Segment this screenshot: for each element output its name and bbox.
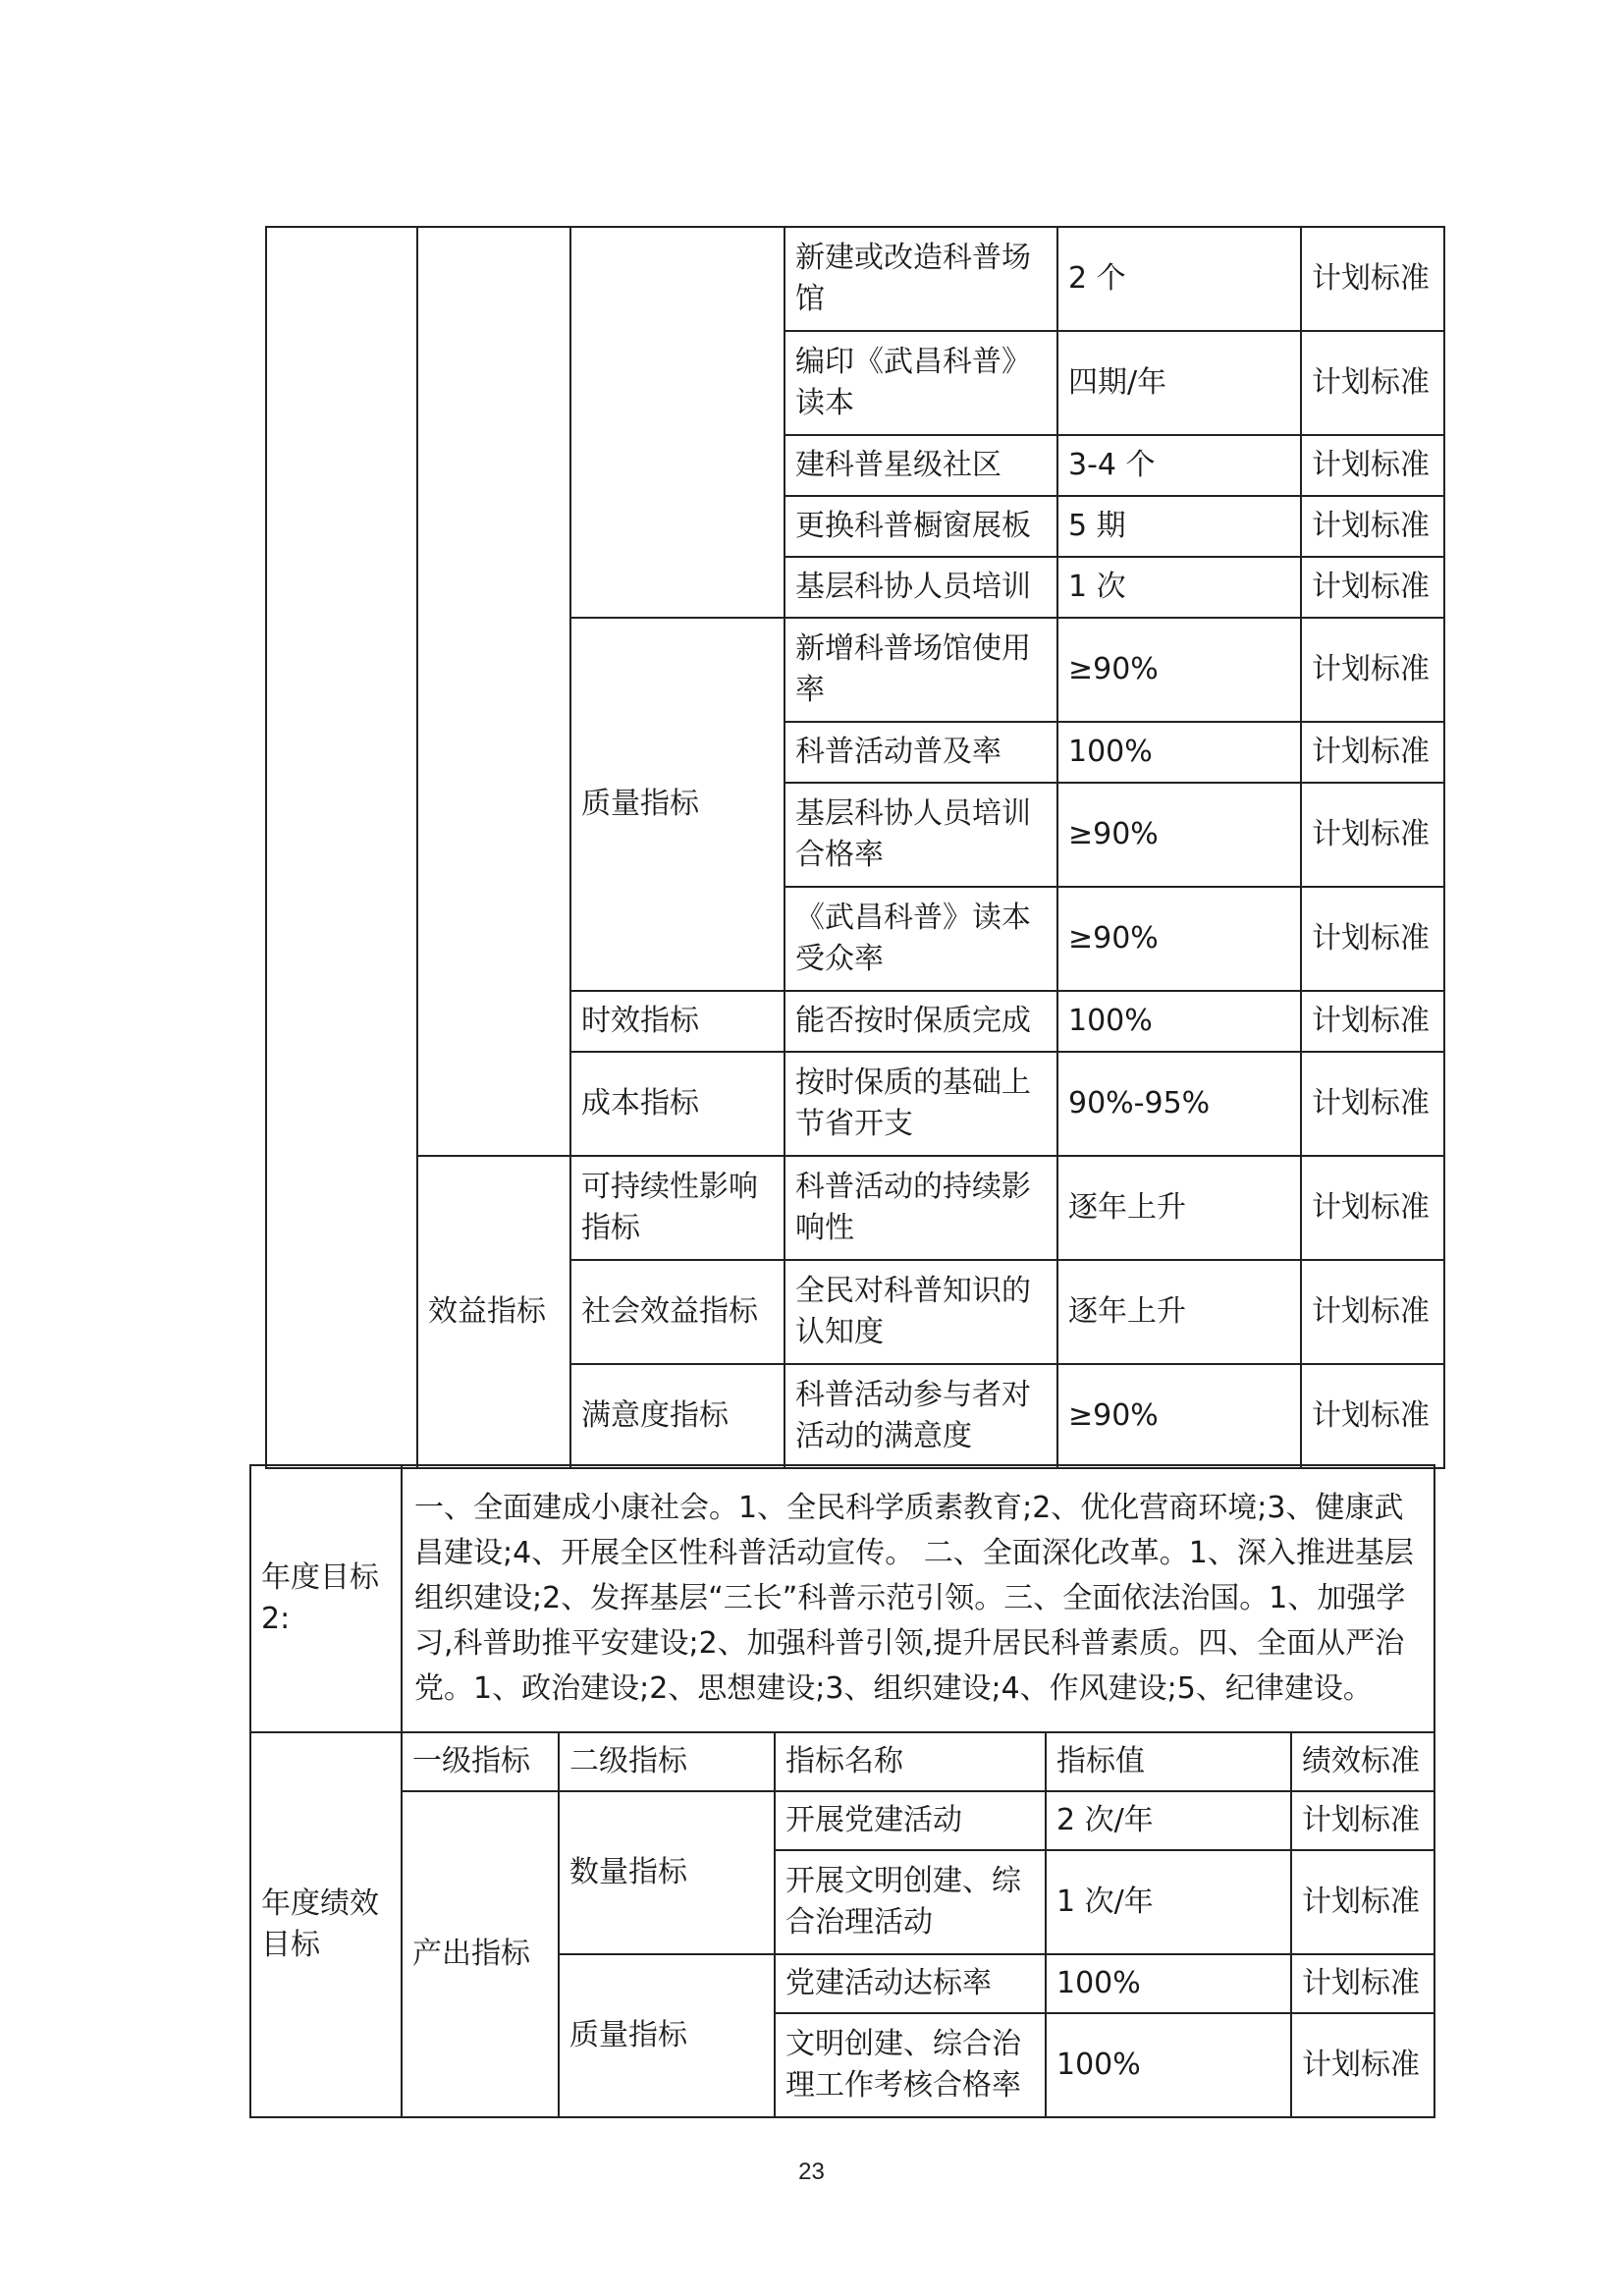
indicator-value: 四期/年: [1057, 331, 1301, 435]
indicator-table-continued: [265, 226, 1445, 1469]
table-row: [250, 1465, 1434, 1732]
indicator-name: 新增科普场馆使用率: [784, 618, 1057, 722]
indicator-value: 1 次: [1057, 557, 1301, 618]
column-header: 绩效标准: [1291, 1732, 1434, 1791]
performance-standard: 计划标准: [1301, 618, 1444, 722]
indicator-value: ≥90%: [1057, 887, 1301, 991]
performance-standard: 计划标准: [1291, 1954, 1434, 2013]
performance-standard: 计划标准: [1301, 887, 1444, 991]
table-row: [250, 1791, 1434, 1850]
indicator-name: 基层科协人员培训合格率: [784, 783, 1057, 887]
indicator-name: 科普活动普及率: [784, 722, 1057, 783]
indicator-name: 按时保质的基础上节省开支: [784, 1052, 1057, 1156]
quality-indicator-label: 质量指标: [559, 1954, 775, 2117]
annual-goal-label: 年度目标2:: [250, 1465, 402, 1732]
indicator-name: 新建或改造科普场馆: [784, 227, 1057, 331]
performance-standard: 计划标准: [1291, 1850, 1434, 1954]
indicator-value: ≥90%: [1057, 1364, 1301, 1468]
secondary-indicator-label: 可持续性影响指标: [570, 1156, 784, 1260]
quality-indicator-label: 质量指标: [570, 618, 784, 991]
table-row: [266, 1156, 1444, 1260]
performance-standard: 计划标准: [1301, 1260, 1444, 1364]
indicator-value: 3-4 个: [1057, 435, 1301, 496]
annual-goal-text: 一、全面建成小康社会。1、全民科学质素教育;2、优化营商环境;3、健康武昌建设;4、开展全区性科普活动宣传。 二、全面深化改革。1、深入推进基层组织建设;2、发挥基层“三长”科普示范引领。三、全面依法治国。1、加强学习,科普助推平安建设;2、加强科普引领,提升居民科普素质。四、全面从严治党。1、政治建设;2、思想建设;3、组织建设;4、作风建设;5、纪律建设。: [402, 1465, 1434, 1732]
table-row: [250, 1732, 1434, 1791]
indicator-name: 开展文明创建、综合治理活动: [775, 1850, 1046, 1954]
count-indicator-cell: [570, 227, 784, 618]
column-header: 一级指标: [402, 1732, 559, 1791]
column-header: 指标值: [1046, 1732, 1291, 1791]
indicator-value: 100%: [1046, 1954, 1291, 2013]
column-header: 二级指标: [559, 1732, 775, 1791]
performance-standard: 计划标准: [1301, 331, 1444, 435]
indicator-name: 建科普星级社区: [784, 435, 1057, 496]
performance-standard: 计划标准: [1301, 1052, 1444, 1156]
indicator-name: 能否按时保质完成: [784, 991, 1057, 1052]
indicator-value: ≥90%: [1057, 618, 1301, 722]
indicator-name: 科普活动的持续影响性: [784, 1156, 1057, 1260]
cost-indicator-label: 成本指标: [570, 1052, 784, 1156]
indicator-value: 2 次/年: [1046, 1791, 1291, 1850]
performance-standard: 计划标准: [1301, 557, 1444, 618]
indicator-value: 100%: [1046, 2013, 1291, 2117]
secondary-indicator-label: 满意度指标: [570, 1364, 784, 1468]
performance-standard: 计划标准: [1291, 2013, 1434, 2117]
secondary-indicator-label: 社会效益指标: [570, 1260, 784, 1364]
indicator-name: 科普活动参与者对活动的满意度: [784, 1364, 1057, 1468]
performance-standard: 计划标准: [1301, 1156, 1444, 1260]
performance-standard: 计划标准: [1301, 435, 1444, 496]
indicator-value: 2 个: [1057, 227, 1301, 331]
annual-goal-table: [249, 1464, 1435, 1733]
indicator-value: 逐年上升: [1057, 1156, 1301, 1260]
indicator-value: 逐年上升: [1057, 1260, 1301, 1364]
indicator-value: 100%: [1057, 991, 1301, 1052]
performance-standard: 计划标准: [1301, 722, 1444, 783]
year-goal-label-cell: [266, 227, 417, 1468]
indicator-name: 文明创建、综合治理工作考核合格率: [775, 2013, 1046, 2117]
performance-standard: 计划标准: [1301, 991, 1444, 1052]
table-row: [266, 227, 1444, 331]
performance-standard: 计划标准: [1301, 1364, 1444, 1468]
performance-standard: 计划标准: [1291, 1791, 1434, 1850]
timeliness-indicator-label: 时效指标: [570, 991, 784, 1052]
indicator-value: 5 期: [1057, 496, 1301, 557]
performance-standard: 计划标准: [1301, 496, 1444, 557]
performance-standard: 计划标准: [1301, 783, 1444, 887]
level1-output-cell: [417, 227, 570, 1156]
output-indicator-label: 产出指标: [402, 1791, 559, 2117]
indicator-value: 90%-95%: [1057, 1052, 1301, 1156]
performance-standard: 计划标准: [1301, 227, 1444, 331]
benefit-indicator-label: 效益指标: [417, 1156, 570, 1468]
indicator-name: 党建活动达标率: [775, 1954, 1046, 2013]
count-indicator-label: 数量指标: [559, 1791, 775, 1954]
indicator-value: ≥90%: [1057, 783, 1301, 887]
indicator-value: 100%: [1057, 722, 1301, 783]
indicator-name: 全民对科普知识的认知度: [784, 1260, 1057, 1364]
indicator-name: 基层科协人员培训: [784, 557, 1057, 618]
performance-goal-table: [249, 1731, 1435, 2118]
indicator-name: 更换科普橱窗展板: [784, 496, 1057, 557]
indicator-name: 《武昌科普》读本受众率: [784, 887, 1057, 991]
indicator-name: 编印《武昌科普》读本: [784, 331, 1057, 435]
performance-goal-label: 年度绩效目标: [250, 1732, 402, 2117]
indicator-name: 开展党建活动: [775, 1791, 1046, 1850]
indicator-value: 1 次/年: [1046, 1850, 1291, 1954]
column-header: 指标名称: [775, 1732, 1046, 1791]
page-number: 23: [798, 2159, 825, 2185]
